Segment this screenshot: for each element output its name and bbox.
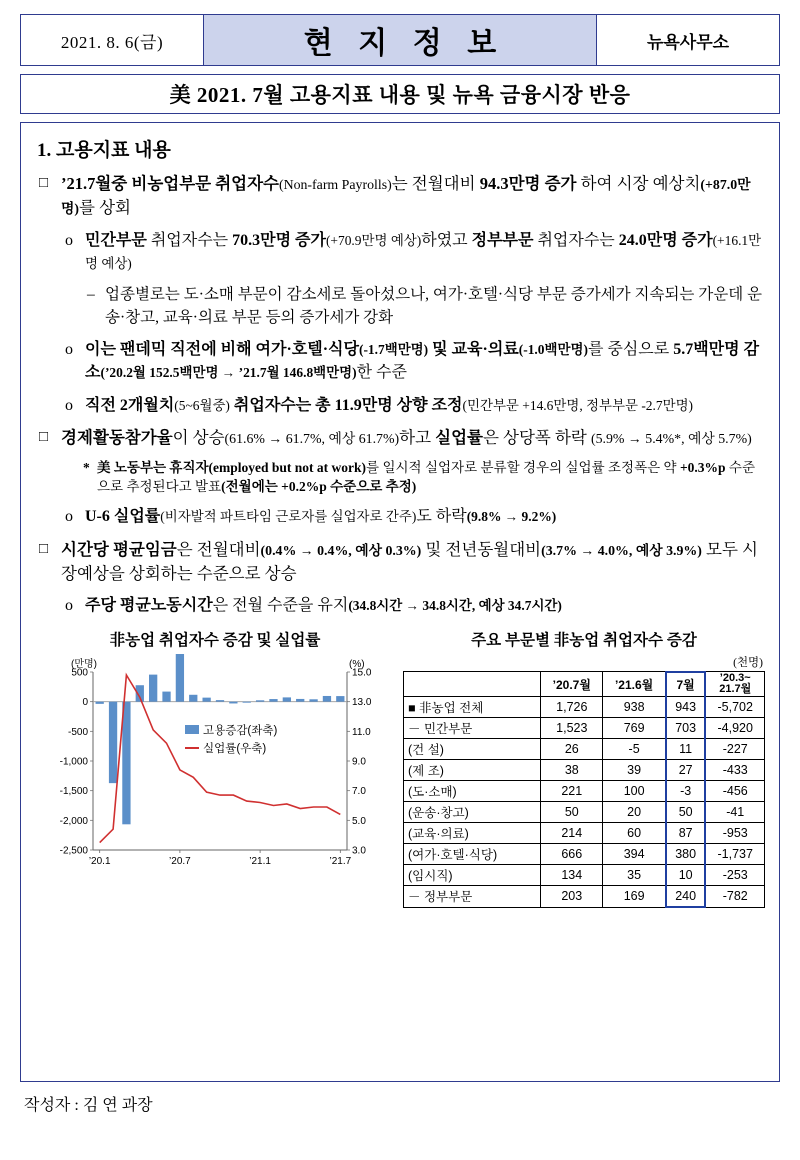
svg-text:-1,500: -1,500	[59, 785, 88, 797]
document-header	[20, 14, 780, 66]
t: 美 노동부는 휴직자	[97, 459, 209, 475]
chart-left-title: 非농업 취업자수 증감 및 실업률	[109, 631, 321, 649]
svg-text:(%): (%)	[349, 658, 365, 670]
t: 한 수준	[356, 364, 407, 382]
t: (5.9% → 5.4%	[590, 430, 675, 446]
t: 하고	[399, 427, 436, 447]
circle-bullet-icon: o	[65, 396, 73, 414]
svg-text:-1,000: -1,000	[59, 756, 88, 768]
document-body	[20, 122, 780, 1082]
chart-svg	[35, 654, 395, 892]
header-date: 2021. 8. 6(금)	[21, 15, 204, 65]
table-cell-value: -3	[666, 781, 706, 802]
svg-text:’21.7: ’21.7	[329, 855, 352, 867]
t: 시간당 평균임금	[61, 539, 177, 559]
table-row	[404, 697, 765, 718]
table-header-row	[404, 672, 765, 697]
svg-text:15.0: 15.0	[352, 667, 372, 679]
table-body	[404, 697, 765, 908]
table-cell-value: 10	[666, 865, 706, 886]
table-cell-value: 50	[541, 802, 603, 823]
t: 은 전월대비	[176, 539, 261, 559]
t: 를 중심으로	[587, 341, 674, 359]
t: 은 상당폭 하락	[482, 427, 587, 447]
t: (+87.0만명)	[61, 177, 751, 216]
table-cell-value: 134	[541, 865, 603, 886]
table-cell-value: -1,737	[705, 844, 764, 865]
svg-text:(만명): (만명)	[71, 658, 97, 670]
bullet-item	[65, 594, 765, 617]
table-header-cell	[705, 672, 764, 697]
bullet-item	[39, 538, 765, 586]
bullet-text	[85, 594, 765, 617]
t: 경제활동참가율	[61, 427, 173, 447]
legend-label: 실업률(우축)	[203, 742, 267, 755]
bullet-text: 업종별로는 도·소매 부문이 감소세로 돌아섰으나, 여가·호텔·식당 부문 증가세가 지속되는 가운데 운송·창고, 교육·의료 부문 등의 증가세가 강화	[105, 286, 763, 326]
table-cell-value: 214	[541, 823, 603, 844]
t: (61.6% → 61.7%, 예상 61.7%)	[224, 430, 400, 446]
table-cell-value: -5	[603, 739, 666, 760]
bullet-item	[65, 338, 765, 384]
table-cell-value: 1,726	[541, 697, 603, 718]
table-cell-value: 38	[541, 760, 603, 781]
bullet-item	[87, 284, 765, 329]
t: (employed but not at work)	[208, 459, 367, 475]
circle-bullet-icon: o	[65, 341, 73, 359]
table-cell-label: － 민간부문	[404, 718, 541, 739]
t: (9.8% → 9.2%)	[466, 509, 557, 525]
table-row	[404, 844, 765, 865]
table-cell-label: (제 조)	[404, 760, 541, 781]
table-cell-value: 938	[603, 697, 666, 718]
table-cell-value: 20	[603, 802, 666, 823]
sector-table-block	[403, 628, 765, 909]
table-row	[404, 760, 765, 781]
table-cell-value: -227	[705, 739, 764, 760]
t: 도 하락	[416, 508, 467, 526]
table-unit: (천명)	[733, 656, 763, 669]
t: 하였고	[421, 231, 472, 249]
chart-right-title: 주요 부문별 非농업 취업자수 증감	[471, 631, 697, 649]
table-cell-value: -953	[705, 823, 764, 844]
t: 실업률	[435, 427, 483, 447]
svg-text:0: 0	[82, 696, 88, 708]
t: 를 상회	[79, 197, 131, 217]
legend-entry	[185, 722, 277, 738]
svg-text:-2,000: -2,000	[59, 815, 88, 827]
t: (Non-farm Payrolls)	[278, 177, 392, 192]
svg-text:9.0: 9.0	[352, 756, 366, 768]
t: (전월에는 +0.2%p 수준으로 추정)	[221, 478, 417, 494]
t: 직전 2개월치	[85, 396, 175, 414]
table-cell-value: -433	[705, 760, 764, 781]
t: 모두 시장예상을 상회하는 수준으로 상승	[61, 539, 758, 583]
t: 전년동월대비	[445, 539, 542, 559]
t: (-1.0백만명)	[518, 342, 588, 358]
t: 수준으로 추정된다고 발표	[97, 459, 755, 494]
t: 5.7백만명 감소	[85, 341, 760, 382]
table-row	[404, 718, 765, 739]
t: 주당 평균노동시간	[85, 597, 213, 615]
table-header-cell: 7월	[666, 672, 706, 697]
table-row	[404, 865, 765, 886]
circle-bullet-icon: o	[65, 231, 73, 249]
table-cell-value: 666	[541, 844, 603, 865]
table-header-cell: ’20.7월	[541, 672, 603, 697]
table-cell-value: 26	[541, 739, 603, 760]
t: 를 일시적 실업자로 분류할 경우의 실업률 조정폭은 약	[366, 459, 680, 475]
circle-bullet-icon: o	[65, 508, 73, 526]
t: +0.3%p	[679, 459, 726, 475]
table-cell-value: 35	[603, 865, 666, 886]
table-cell-value: 394	[603, 844, 666, 865]
t: ’20.3~	[719, 672, 751, 685]
table-row	[404, 823, 765, 844]
svg-text:-2,500: -2,500	[59, 845, 88, 857]
legend-entry	[185, 740, 277, 756]
t: 이는 팬데믹 직전에 비해 여가·호텔·식당	[85, 341, 359, 359]
svg-text:11.0: 11.0	[352, 726, 371, 738]
table-cell-value: 100	[603, 781, 666, 802]
table-header-cell	[404, 672, 541, 697]
bullet-item	[65, 505, 765, 528]
t: 24.0만명 증가	[618, 231, 713, 249]
table-cell-label: ■ 非농업 전체	[404, 697, 541, 718]
square-bullet-icon: □	[39, 540, 49, 557]
t: , 예상 5.7%)	[681, 430, 752, 446]
document-footer: 작성자 : 김 연 과장	[24, 1097, 153, 1114]
legend-label: 고용증감(좌축)	[203, 724, 278, 737]
t: *	[674, 430, 682, 446]
table-cell-value: 169	[603, 886, 666, 908]
table-cell-value: 221	[541, 781, 603, 802]
table-row	[404, 739, 765, 760]
bullet-item	[39, 426, 765, 450]
t: 비농업부문 취업자수	[131, 174, 279, 193]
table-cell-value: 380	[666, 844, 706, 865]
bar-swatch-icon	[185, 725, 199, 734]
square-bullet-icon: □	[39, 175, 49, 191]
table-cell-label: (임시직)	[404, 865, 541, 886]
circle-bullet-icon: o	[65, 597, 73, 615]
t: (3.7% → 4.0%, 예상 3.9%)	[541, 542, 702, 558]
t: 이 상승	[172, 427, 225, 447]
table-cell-value: 39	[603, 760, 666, 781]
table-header-cell: ’21.6월	[603, 672, 666, 697]
bullet-item	[65, 229, 765, 275]
t: 취업자수는 총	[229, 396, 335, 414]
t: 11.9만명 상향 조정	[334, 396, 463, 414]
svg-text:’20.7: ’20.7	[169, 855, 191, 867]
document-subtitle: 美 2021. 7월 고용지표 내용 및 뉴욕 금융시장 반응	[20, 74, 780, 114]
table-cell-value: 203	[541, 886, 603, 908]
t: ’21.7월중	[61, 174, 132, 193]
t: (’20.2월 152.5백만명 → ’21.7월 146.8백만명)	[100, 365, 357, 381]
svg-text:7.0: 7.0	[352, 785, 366, 797]
table-cell-label: (운송·창고)	[404, 802, 541, 823]
svg-text:’21.1: ’21.1	[249, 855, 271, 867]
bullet-text	[61, 426, 765, 450]
header-title: 현 지 정 보	[204, 15, 597, 65]
chart-plot-area	[35, 654, 395, 894]
table-cell-value: 1,523	[541, 718, 603, 739]
svg-text:3.0: 3.0	[352, 845, 366, 857]
header-office: 뉴욕사무소	[597, 15, 779, 65]
t: (0.4% → 0.4%, 예상 0.3%)	[260, 542, 422, 558]
t: (34.8시간 → 34.8시간, 예상 34.7시간)	[348, 598, 562, 614]
t: 취업자수는	[533, 231, 619, 249]
table-cell-value: 87	[666, 823, 706, 844]
table-cell-value: -5,702	[705, 697, 764, 718]
bullet-text	[85, 338, 765, 384]
line-swatch-icon	[185, 747, 199, 749]
dash-bullet-icon: –	[87, 286, 95, 304]
t: 하여 시장 예상치	[580, 174, 701, 193]
t: 는 전월대비	[391, 174, 480, 193]
bullet-item	[65, 394, 765, 417]
t: 민간부문	[85, 231, 147, 249]
svg-text:’20.1: ’20.1	[88, 855, 111, 867]
square-bullet-icon: □	[39, 428, 49, 445]
table-cell-value: 50	[666, 802, 706, 823]
table-head	[404, 672, 765, 697]
table-cell-value: 703	[666, 718, 706, 739]
employment-chart	[35, 628, 395, 909]
table-cell-label: (도·소매)	[404, 781, 541, 802]
t: (-1.7백만명)	[358, 342, 429, 358]
table-cell-value: -41	[705, 802, 764, 823]
bullet-text	[61, 538, 765, 586]
t: 및 교육·의료	[428, 341, 519, 359]
table-cell-value: -456	[705, 781, 764, 802]
table-cell-value: 943	[666, 697, 706, 718]
svg-text:5.0: 5.0	[352, 815, 366, 827]
table-cell-value: -782	[705, 886, 764, 908]
table-cell-label: － 정부부문	[404, 886, 541, 908]
t: 은 전월 수준을 유지	[212, 597, 349, 615]
table-cell-value: 60	[603, 823, 666, 844]
t: (5~6월중)	[174, 397, 230, 413]
bullet-text	[85, 394, 765, 417]
table-cell-value: -253	[705, 865, 764, 886]
bullet-text	[85, 505, 765, 528]
table-cell-value: 240	[666, 886, 706, 908]
table-cell-label: (여가·호텔·식당)	[404, 844, 541, 865]
t: 94.3만명 증가	[479, 174, 577, 193]
table-row	[404, 802, 765, 823]
t: 70.3만명 증가	[232, 231, 326, 249]
chart-legend	[185, 722, 277, 758]
t: 21.7월	[719, 683, 752, 696]
table-cell-value: 769	[603, 718, 666, 739]
svg-text:500: 500	[71, 667, 88, 679]
table-cell-value: 11	[666, 739, 706, 760]
table-cell-label: (건 설)	[404, 739, 541, 760]
footnote-item	[83, 459, 765, 497]
t: (민간부문 +14.6만명, 정부부문 -2.7만명)	[462, 397, 694, 413]
table-row	[404, 781, 765, 802]
svg-text:-500: -500	[67, 726, 88, 738]
table-cell-value: -4,920	[705, 718, 764, 739]
bullet-text	[85, 229, 765, 275]
t: 정부부문	[471, 231, 534, 249]
svg-text:13.0: 13.0	[352, 696, 372, 708]
t: 및	[421, 539, 446, 559]
t: U-6 실업률	[85, 508, 161, 526]
section-title: 1. 고용지표 내용	[37, 140, 171, 161]
bullet-text	[61, 172, 765, 220]
t: (비자발적 파트타임 근로자를 실업자로 간주)	[160, 509, 417, 525]
table-row	[404, 886, 765, 908]
sector-table	[403, 671, 765, 909]
t: (+16.1만명 예상)	[85, 232, 762, 272]
asterisk-icon: *	[83, 459, 90, 475]
table-cell-value: 27	[666, 760, 706, 781]
table-cell-label: (교육·의료)	[404, 823, 541, 844]
charts-row	[35, 628, 765, 909]
bullet-item	[39, 172, 765, 220]
t: 취업자수는	[146, 231, 233, 249]
footnote-text	[97, 459, 765, 497]
t: (+70.9만명 예상)	[325, 232, 422, 248]
